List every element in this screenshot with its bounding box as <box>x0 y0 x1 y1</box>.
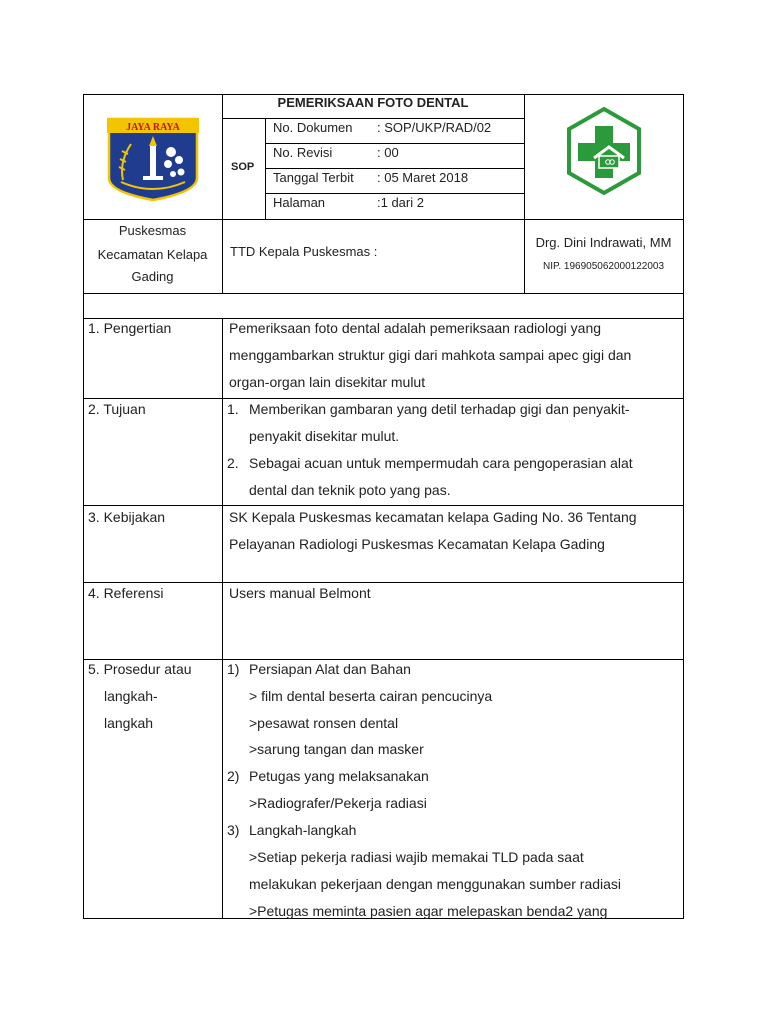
section-label-prosedur: 5. Prosedur atau <box>88 661 192 677</box>
kebijakan-line: Pelayanan Radiologi Puskesmas Kecamatan Kelapa Gading <box>229 536 605 552</box>
section-label-pengertian: 1. Pengertian <box>88 320 172 336</box>
field-label-dokumen: No. Dokumen <box>273 120 353 135</box>
signature-label: TTD Kepala Puskesmas : <box>230 244 378 259</box>
logo-text: JAYA RAYA <box>126 122 180 133</box>
field-value-tanggal: : 05 Maret 2018 <box>377 170 469 185</box>
prosedur-sub-item: >Setiap pekerja radiasi wajib memakai TLD pada saat <box>249 849 584 865</box>
institution-line-3: Gading <box>131 269 174 284</box>
prosedur-item-title: Langkah-langkah <box>249 822 357 838</box>
pengertian-line: menggambarkan struktur gigi dari mahkota sampai apec gigi dan <box>229 347 632 363</box>
section-label-referensi: 4. Referensi <box>88 585 164 601</box>
pengertian-line: Pemeriksaan foto dental adalah pemeriksaan radiologi yang <box>229 320 602 336</box>
pengertian-line: organ-organ lain disekitar mulut <box>229 374 426 390</box>
field-value-halaman: :1 dari 2 <box>377 195 424 210</box>
field-value-revisi: : 00 <box>377 145 399 160</box>
col-divider-header <box>222 94 223 293</box>
tujuan-item-number: 2. <box>227 455 239 471</box>
prosedur-sub-item: melakukan pekerjaan dengan menggunakan sumber radiasi <box>249 876 622 892</box>
tujuan-item-line: Memberikan gambaran yang detil terhadap gigi dan penyakit- <box>249 401 630 417</box>
prosedur-sub-item: >sarung tangan dan masker <box>249 741 424 757</box>
row-line-institution <box>83 293 684 294</box>
col-divider-content <box>222 318 223 919</box>
prosedur-sub-item: >pesawat ronsen dental <box>249 715 399 731</box>
section-label-prosedur: langkah <box>104 715 154 731</box>
section-label-kebijakan: 3. Kebijakan <box>88 509 166 525</box>
tujuan-item-line: penyakit disekitar mulut. <box>249 428 400 444</box>
tujuan-item-line: Sebagai acuan untuk mempermudah cara pengoperasian alat <box>249 455 633 471</box>
section-label-prosedur: langkah- <box>104 688 158 704</box>
prosedur-item-number: 3) <box>227 822 240 838</box>
field-value-dokumen: : SOP/UKP/RAD/02 <box>377 120 492 135</box>
institution-line-2: Kecamatan Kelapa <box>97 247 208 262</box>
prosedur-sub-item: > film dental beserta cairan pencucinya <box>249 688 493 704</box>
row-line-kebijakan <box>83 582 684 583</box>
prosedur-sub-item: >Radiografer/Pekerja radiasi <box>249 795 427 811</box>
jaya-raya-emblem <box>105 116 201 202</box>
kebijakan-line: SK Kepala Puskesmas kecamatan kelapa Gading No. 36 Tentang <box>229 509 637 525</box>
section-label-tujuan: 2. Tujuan <box>88 401 146 417</box>
field-label-tanggal: Tanggal Terbit <box>273 170 354 185</box>
table-border-left <box>83 94 84 919</box>
puskesmas-logo <box>564 106 644 196</box>
prosedur-item-number: 2) <box>227 768 240 784</box>
head-nip: NIP. 196905062000122003 <box>542 261 665 272</box>
row-line-pengertian <box>83 398 684 399</box>
institution-line-1: Puskesmas <box>118 223 187 238</box>
referensi-line: Users manual Belmont <box>229 585 371 601</box>
tujuan-item-line: dental dan teknik poto yang pas. <box>249 482 451 498</box>
row-line-tujuan <box>83 505 684 506</box>
prosedur-item-title: Persiapan Alat dan Bahan <box>249 661 411 677</box>
table-border-right <box>683 94 684 919</box>
head-name: Drg. Dini Indrawati, MM <box>535 235 672 250</box>
tujuan-item-number: 1. <box>227 401 239 417</box>
prosedur-item-number: 1) <box>227 661 240 677</box>
prosedur-item-title: Petugas yang melaksanakan <box>249 768 429 784</box>
sop-label: SOP <box>231 161 255 173</box>
prosedur-sub-item: >Petugas meminta pasien agar melepaskan benda2 yang <box>249 903 608 919</box>
field-label-revisi: No. Revisi <box>273 145 333 160</box>
field-label-halaman: Halaman <box>273 195 326 210</box>
document-title: PEMERIKSAAN FOTO DENTAL <box>277 95 469 110</box>
